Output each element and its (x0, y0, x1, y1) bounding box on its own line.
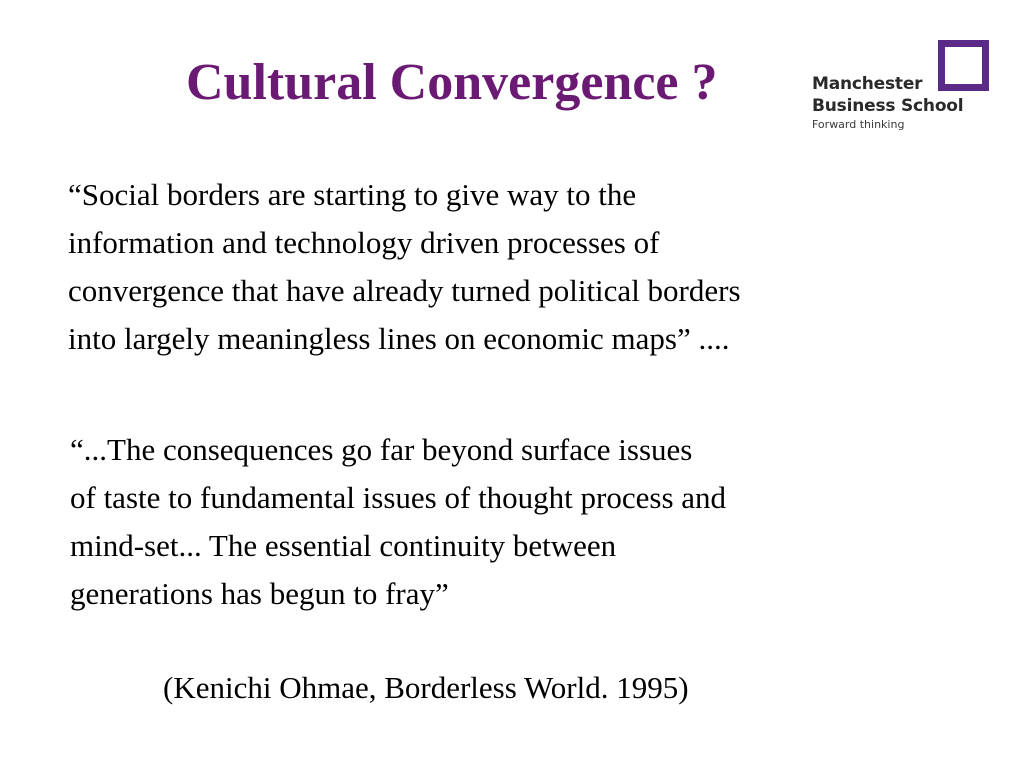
quote-social-borders (68, 171, 741, 363)
quote-line: into largely meaningless lines on economic maps” .... (68, 321, 730, 356)
quote-line: “...The consequences go far beyond surface issues (70, 432, 693, 467)
quote-line: of taste to fundamental issues of thought process and (70, 480, 727, 515)
citation: (Kenichi Ohmae, Borderless World. 1995) (163, 670, 689, 705)
quote-line: mind-set... The essential continuity between (70, 528, 617, 563)
square-outline-icon (938, 40, 989, 91)
quote-consequences (70, 426, 726, 618)
quote-line: convergence that have already turned political borders (68, 273, 741, 308)
quote-line: “Social borders are starting to give way to the (68, 177, 637, 212)
logo-name-line-1: Manchester (812, 74, 923, 94)
quote-line: generations has begun to fray” (70, 576, 449, 611)
logo-tagline: Forward thinking (812, 118, 905, 131)
logo-name-line-2: Business School (812, 96, 964, 116)
slide-title: Cultural Convergence ? (186, 54, 718, 111)
quote-line: information and technology driven processes of (68, 225, 660, 260)
manchester-business-school-logo (808, 38, 998, 138)
